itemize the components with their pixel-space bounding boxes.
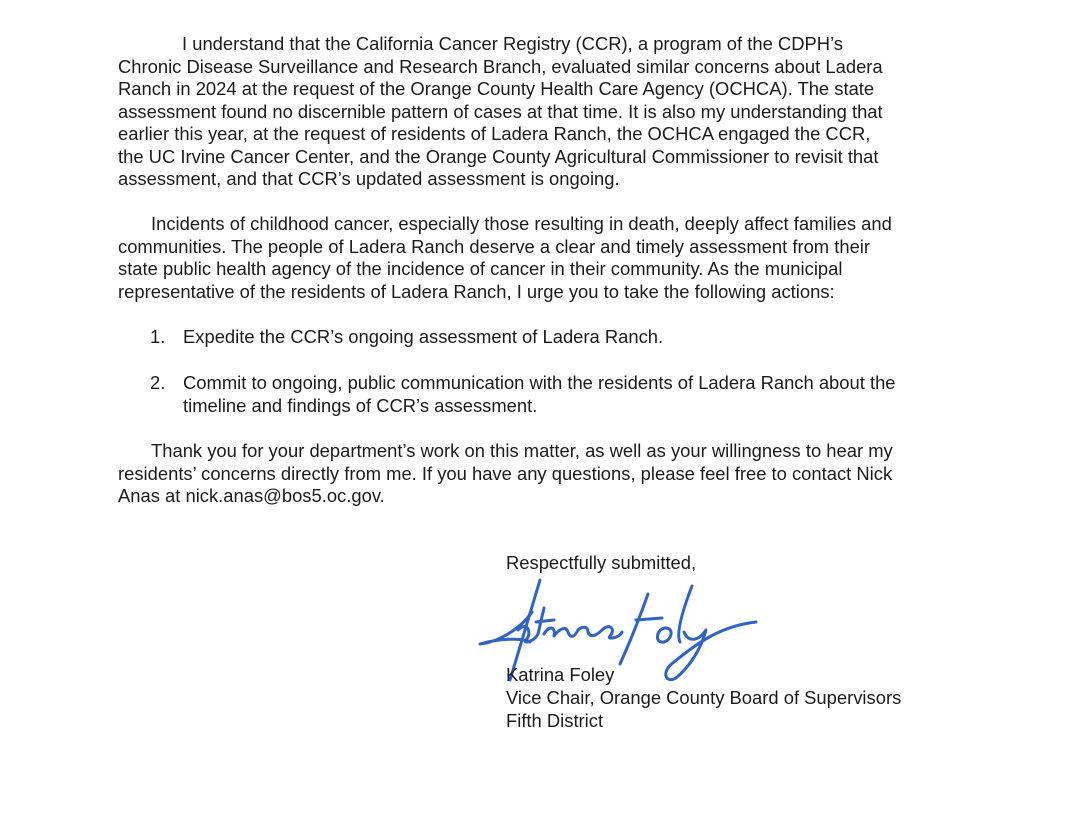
text-line: Commit to ongoing, public communication with the residents of Ladera Ranch about the [183, 372, 896, 393]
text-line: representative of the residents of Ladera Ranch, I urge you to take the following actions: [118, 280, 835, 302]
paragraph-request [118, 213, 963, 303]
closing-salutation: Respectfully submitted, [506, 552, 697, 573]
text-line: timeline and findings of CCR’s assessment. [183, 394, 538, 416]
signer-title: Vice Chair, Orange County Board of Supervisors [506, 687, 902, 708]
text-line: I understand that the California Cancer Registry (CCR), a program of the CDPH’s [182, 33, 843, 54]
text-line: Expedite the CCR’s ongoing assessment of Ladera Ranch. [183, 326, 664, 347]
text-line: Ranch in 2024 at the request of the Orange County Health Care Agency (OCHCA). The state [118, 78, 875, 99]
text-line: assessment found no discernible pattern of cases at that time. It is also my understanding that [118, 100, 883, 122]
text-line: Thank you for your department’s work on this matter, as well as your willingness to hear my [151, 440, 893, 461]
text-line: state public health agency of the incidence of cancer in their community. As the municipal [118, 258, 843, 279]
text-line: assessment, and that CCR’s updated assessment is ongoing. [118, 168, 620, 189]
text-line: Anas at nick.anas@bos5.oc.gov. [118, 485, 385, 506]
list-number: 2. [150, 372, 166, 393]
text-line: residents’ concerns directly from me. If you have any questions, please feel free to contact Nick [118, 462, 893, 484]
paragraph-ccr-background [118, 33, 963, 191]
signer-name: Katrina Foley [506, 664, 615, 685]
text-line: earlier this year, at the request of residents of Ladera Ranch, the OCHCA engaged the CCR, [118, 123, 871, 144]
text-line: communities. The people of Ladera Ranch deserve a clear and timely assessment from their [118, 235, 871, 257]
text-line: Chronic Disease Surveillance and Research Branch, evaluated similar concerns about Ladera [118, 55, 883, 77]
text-line: Incidents of childhood cancer, especially those resulting in death, deeply affect families and [151, 213, 892, 234]
list-number: 1. [150, 326, 166, 347]
text-line: the UC Irvine Cancer Center, and the Orange County Agricultural Commissioner to revisit that [118, 145, 879, 167]
paragraph-thanks [118, 440, 963, 508]
signer-district: Fifth District [506, 710, 604, 731]
